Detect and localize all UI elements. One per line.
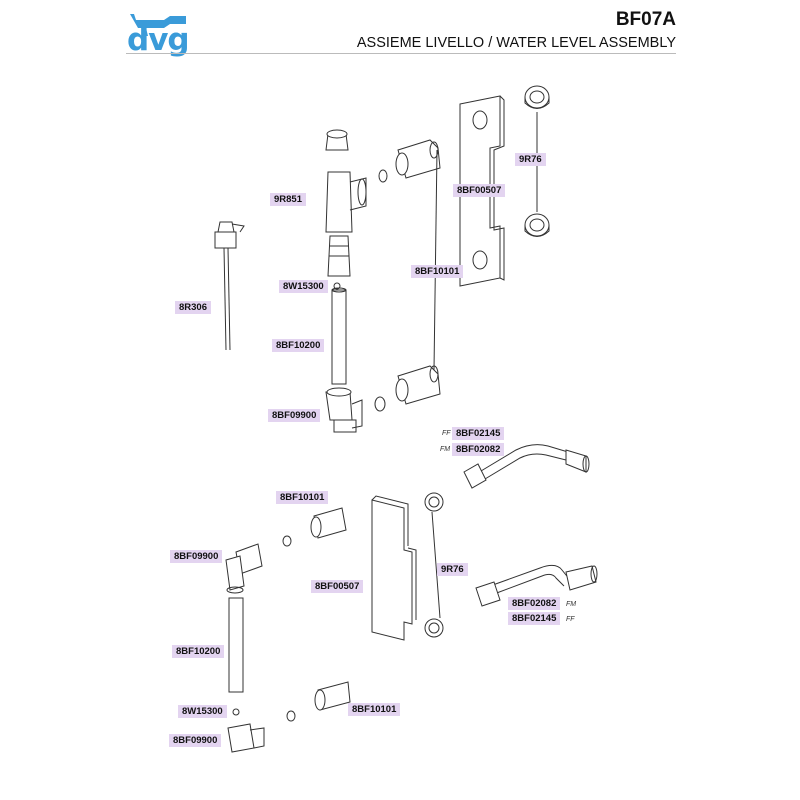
label-8bf10101-bottom-lower: 8BF10101 [348,703,400,716]
suffix-ff-tube2: FF [566,616,575,623]
label-8bf09900-bottom-upper: 8BF09900 [170,550,222,563]
fitting-8bf10101-lower [396,366,440,404]
suffix-fm-tube2: FM [566,601,577,608]
label-8bf10200-bottom: 8BF10200 [172,645,224,658]
label-8bf10101-top: 8BF10101 [411,265,463,278]
oring-bottom [233,709,239,715]
label-8bf02082-tube1: 8BF02082 [452,443,504,456]
label-8w15300-top: 8W15300 [279,280,328,293]
drawing-code: BF07A [615,9,676,30]
logo-text: dvg [127,22,189,58]
label-8bf02145-tube1: 8BF02145 [452,427,504,440]
label-8r306: 8R306 [175,301,211,314]
label-9r76-top: 9R76 [515,153,546,166]
label-8bf00507-bottom: 8BF00507 [311,580,363,593]
prefix-fm-tube1: FM [440,446,451,453]
label-9r76-bottom: 9R76 [437,563,468,576]
elbow-8bf09900-top [326,388,362,432]
label-8bf02145-tube2: 8BF02145 [508,612,560,625]
washer-top-lower [375,397,385,411]
fitting-8bf10101-upper [396,140,440,178]
nut-bottom-upper [425,493,443,511]
drawing-title: ASSIEME LIVELLO / WATER LEVEL ASSEMBLY [356,35,676,51]
nut-top-upper [525,86,549,109]
label-8bf09900-bottom-lower: 8BF09900 [169,734,221,747]
label-8bf10101-bottom-upper: 8BF10101 [276,491,328,504]
level-probe-8r306 [215,222,244,350]
label-8bf02082-tube2: 8BF02082 [508,597,560,610]
tube-8bf10200-bottom [229,598,243,692]
elbow-8bf09900-bottom-upper [226,544,262,593]
elbow-8bf09900-bottom-lower [228,724,264,752]
label-8bf10200-top: 8BF10200 [272,339,324,352]
nut-bottom-lower [425,619,443,637]
tube-8bf10200-top [332,288,346,384]
label-8bf00507-top: 8BF00507 [453,184,505,197]
prefix-ff-tube1: FF [442,430,451,437]
washer-bottom-upper [283,536,291,546]
label-8bf09900-top: 8BF09900 [268,409,320,422]
washer-top [379,170,387,182]
fitting-8bf10101-bottom-upper [311,508,346,538]
label-8w15300-bottom: 8W15300 [178,705,227,718]
washer-bottom-lower [287,711,295,721]
bracket-plate-bottom [372,496,416,640]
fitting-8bf10101-bottom-lower [315,682,350,710]
leader-8bf10101-top [434,150,437,370]
label-9r851: 9R851 [270,193,306,206]
nut-top-lower [525,214,549,237]
tee-fitting-9r851 [326,130,366,276]
